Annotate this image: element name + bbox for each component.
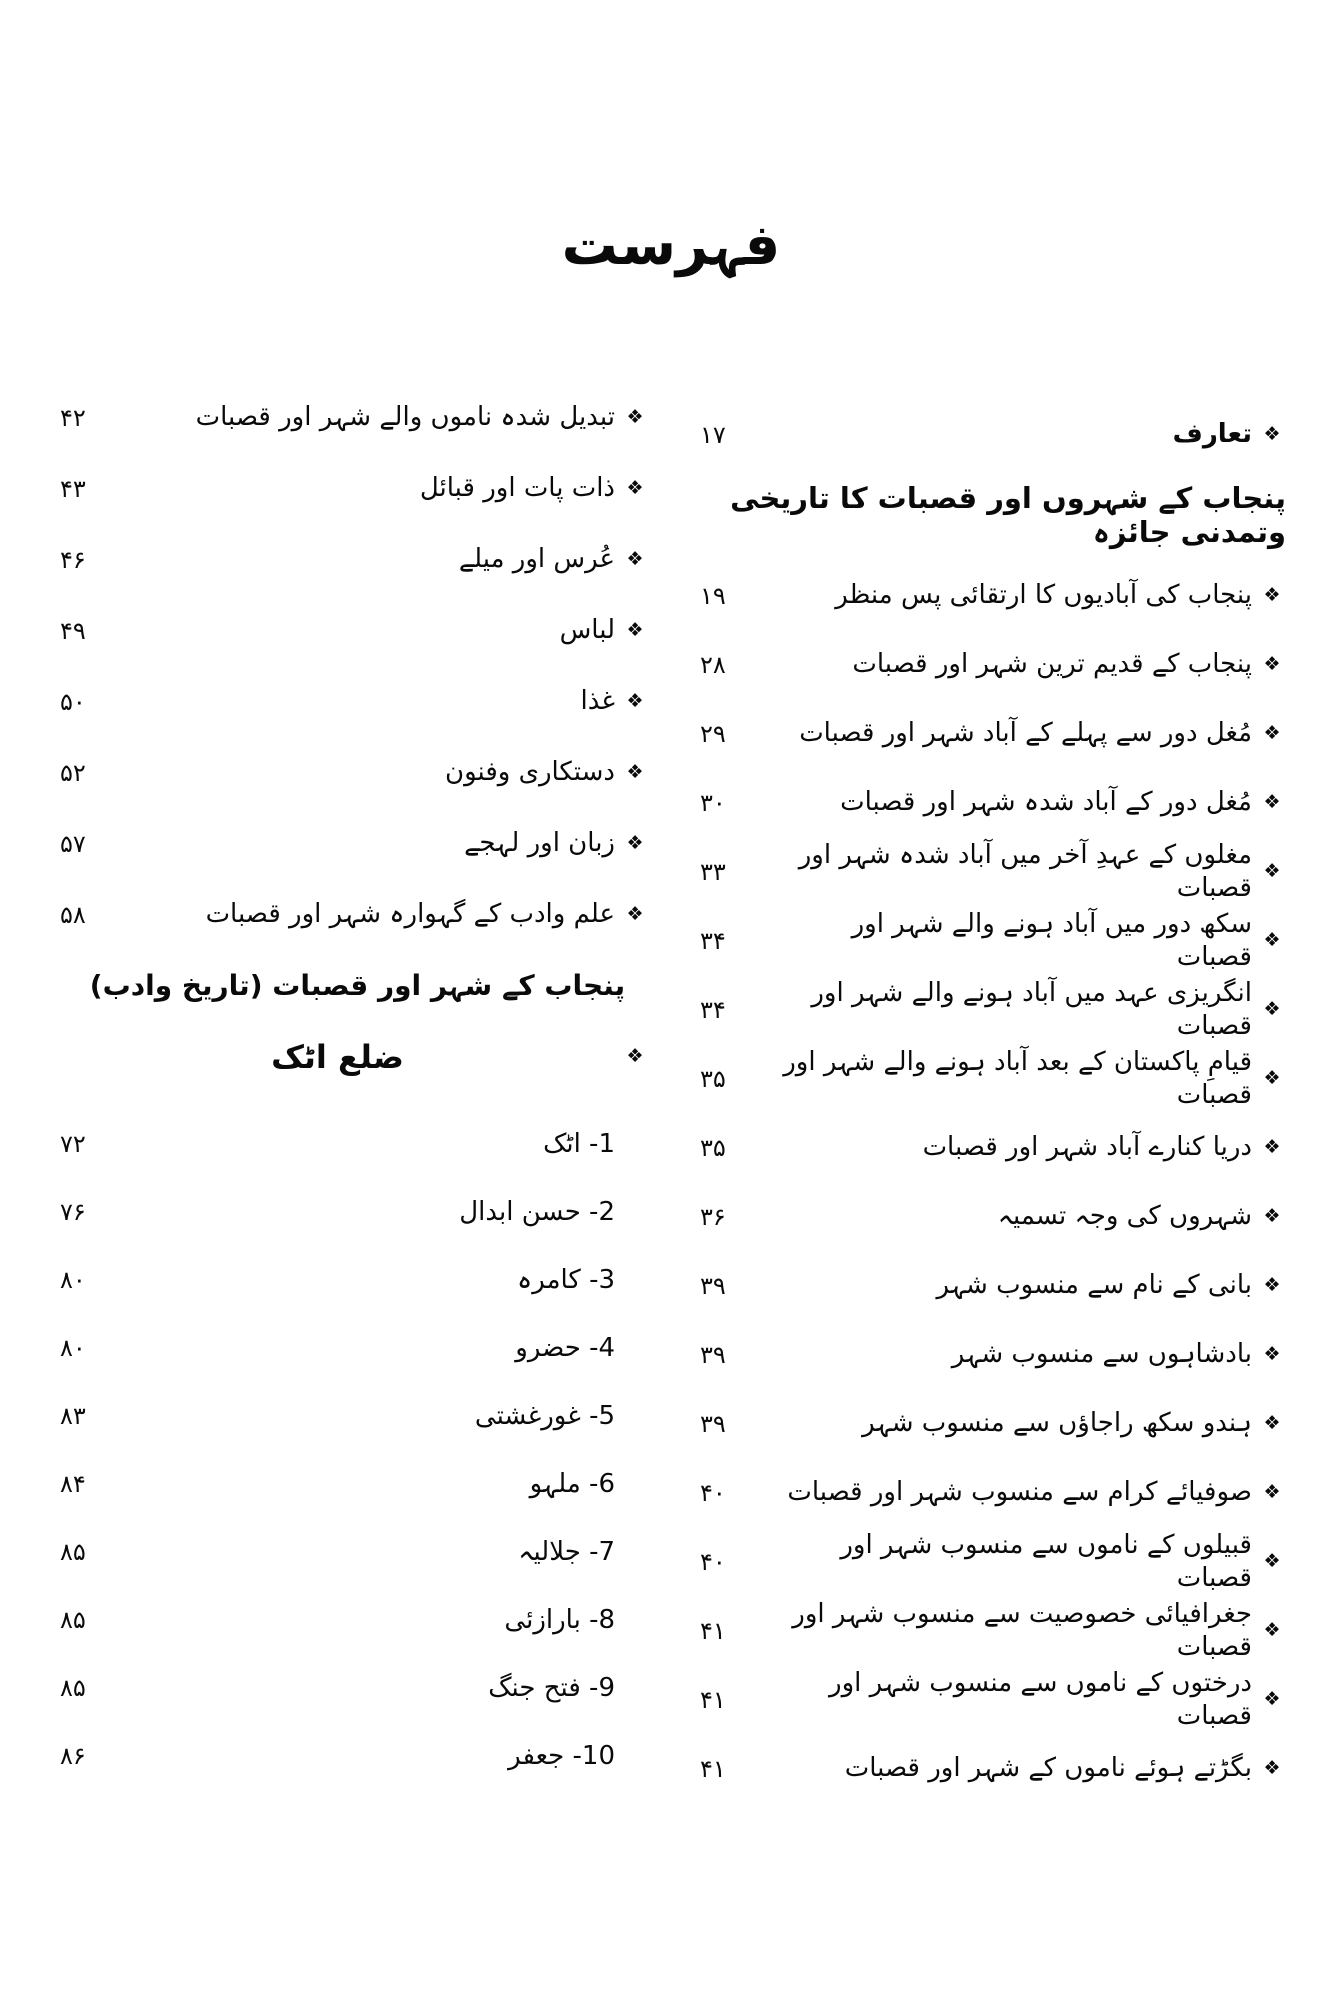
page-number: ۵۰ [60, 687, 86, 716]
entry-title: قبیلوں کے ناموں سے منسوب شہر اور قصبات [840, 1530, 1252, 1593]
toc-entry [700, 1596, 1292, 1665]
toc-entry [700, 1665, 1292, 1734]
page-number: ۴۰ [700, 1547, 726, 1576]
page-number: ۳۹ [700, 1409, 726, 1438]
section-heading-text: پنجاب کے شہروں اور قصبات کا تاریخی وتمدنی جائزہ [730, 481, 1286, 549]
toc-entry [700, 1251, 1292, 1320]
toc-entry [60, 1110, 655, 1178]
district-heading [60, 1021, 655, 1092]
diamond-bullet-icon: ❖ [1263, 998, 1281, 1020]
entry-title: تعارف [1172, 419, 1252, 450]
page-number: ۳۹ [700, 1271, 726, 1300]
diamond-bullet-icon: ❖ [626, 832, 644, 854]
diamond-bullet-icon: ❖ [626, 406, 644, 428]
entry-title: 7- جلالیہ [518, 1536, 615, 1567]
toc-column-left [60, 382, 655, 1790]
toc-entry [700, 1458, 1292, 1527]
toc-entry [60, 453, 655, 524]
entry-title: 9- فتح جنگ [488, 1672, 615, 1703]
toc-entry [60, 1654, 655, 1722]
toc-entry [700, 1734, 1292, 1803]
entry-title: مغلوں کے عہدِ آخر میں آباد شدہ شہر اور قصبات [798, 840, 1252, 903]
entry-title: صوفیائے کرام سے منسوب شہر اور قصبات [787, 1477, 1252, 1508]
entry-title: مُغل دور کے آباد شدہ شہر اور قصبات [840, 787, 1252, 818]
toc-entry [700, 906, 1292, 975]
entry-title: 4- حضرو [515, 1332, 615, 1363]
diamond-bullet-icon: ❖ [1263, 1412, 1281, 1434]
entry-title: انگریزی عہد میں آباد ہونے والے شہر اور قصبات [811, 978, 1252, 1041]
entry-title: شہروں کی وجہ تسمیہ [997, 1201, 1252, 1232]
diamond-bullet-icon: ❖ [1263, 653, 1281, 675]
section-heading [700, 469, 1292, 561]
entry-title: 8- بارازئی [504, 1604, 615, 1635]
page-number: ۵۸ [60, 900, 86, 929]
diamond-bullet-icon: ❖ [626, 619, 644, 641]
page-number: ۴۱ [700, 1616, 726, 1645]
entry-title: درختوں کے ناموں سے منسوب شہر اور قصبات [829, 1668, 1252, 1731]
page-title: فہرست [561, 212, 781, 278]
toc-entry [700, 1389, 1292, 1458]
page-number: ۸۵ [60, 1606, 86, 1634]
entry-title: لباس [559, 615, 615, 646]
toc-entry [700, 1527, 1292, 1596]
page-number: ۳۹ [700, 1340, 726, 1369]
section-heading [60, 950, 655, 1021]
diamond-bullet-icon: ❖ [1263, 722, 1281, 744]
toc-entry [700, 1320, 1292, 1389]
toc-entry [60, 1178, 655, 1246]
page-number: ۸۴ [60, 1470, 86, 1498]
page-number: ۸۳ [60, 1402, 86, 1430]
entry-title: ذات پات اور قبائل [419, 473, 615, 504]
page-number: ۱۹ [700, 581, 726, 610]
diamond-bullet-icon: ❖ [1263, 1274, 1281, 1296]
entry-title: دستکاری وفنون [444, 757, 615, 788]
toc-entry [700, 400, 1292, 469]
diamond-bullet-icon: ❖ [1263, 1619, 1281, 1641]
entry-title: 5- غورغشتی [474, 1400, 615, 1431]
entry-title: تبدیل شدہ ناموں والے شہر اور قصبات [195, 402, 615, 433]
page-number: ۷۶ [60, 1198, 86, 1226]
entry-title: جغرافیائی خصوصیت سے منسوب شہر اور قصبات [792, 1599, 1252, 1662]
diamond-bullet-icon: ❖ [626, 1045, 644, 1067]
diamond-bullet-icon: ❖ [1263, 1550, 1281, 1572]
entry-title: ہندو سکھ راجاؤں سے منسوب شہر [862, 1408, 1252, 1439]
entry-title: 10- جعفر [508, 1740, 615, 1771]
toc-entry [700, 837, 1292, 906]
entry-title: پنجاب کی آبادیوں کا ارتقائی پس منظر [835, 580, 1252, 611]
diamond-bullet-icon: ❖ [1263, 1343, 1281, 1365]
entry-title: 3- کامرہ [517, 1264, 615, 1295]
entry-title: 1- اٹک [543, 1128, 615, 1159]
page-number: ۳۴ [700, 926, 726, 955]
diamond-bullet-icon: ❖ [626, 548, 644, 570]
diamond-bullet-icon: ❖ [626, 477, 644, 499]
page-number: ۴۶ [60, 545, 86, 574]
page-number: ۷۲ [60, 1130, 86, 1158]
page-number: ۴۱ [700, 1685, 726, 1714]
page-number: ۸۰ [60, 1334, 86, 1362]
page-number: ۴۰ [700, 1478, 726, 1507]
toc-entry [700, 975, 1292, 1044]
page-number: ۴۲ [60, 403, 86, 432]
diamond-bullet-icon: ❖ [1263, 1205, 1281, 1227]
toc-entry [60, 1246, 655, 1314]
diamond-bullet-icon: ❖ [1263, 1067, 1281, 1089]
page-number: ۵۲ [60, 758, 86, 787]
page-number: ۸۰ [60, 1266, 86, 1294]
page-number: ۸۶ [60, 1742, 86, 1770]
page-number: ۳۶ [700, 1202, 726, 1231]
page-number: ۳۵ [700, 1133, 726, 1162]
toc-entry [60, 382, 655, 453]
diamond-bullet-icon: ❖ [626, 690, 644, 712]
entry-title: 6- ملہو [529, 1468, 615, 1499]
toc-entry [60, 1314, 655, 1382]
page-number: ۳۴ [700, 995, 726, 1024]
page-number: ۳۰ [700, 788, 726, 817]
entry-title: پنجاب کے قدیم ترین شہر اور قصبات [852, 649, 1252, 680]
diamond-bullet-icon: ❖ [1263, 1688, 1281, 1710]
page-number: ۸۵ [60, 1538, 86, 1566]
page-number: ۱۷ [700, 420, 726, 449]
diamond-bullet-icon: ❖ [1263, 1136, 1281, 1158]
diamond-bullet-icon: ❖ [1263, 860, 1281, 882]
page-number: ۸۵ [60, 1674, 86, 1702]
entry-title: قیامِ پاکستان کے بعد آباد ہونے والے شہر اور قصبات [783, 1047, 1252, 1110]
toc-entry [700, 1182, 1292, 1251]
toc-entry [60, 666, 655, 737]
diamond-bullet-icon: ❖ [1263, 929, 1281, 951]
toc-entry [60, 1586, 655, 1654]
page-number: ۴۳ [60, 474, 86, 503]
toc-entry [700, 768, 1292, 837]
page-number: ۲۸ [700, 650, 726, 679]
toc-entry [60, 595, 655, 666]
diamond-bullet-icon: ❖ [1263, 1757, 1281, 1779]
diamond-bullet-icon: ❖ [1263, 423, 1281, 445]
toc-entry [60, 1518, 655, 1586]
toc-entry [60, 808, 655, 879]
toc-entry [700, 1113, 1292, 1182]
page-number: ۲۹ [700, 719, 726, 748]
diamond-bullet-icon: ❖ [626, 903, 644, 925]
diamond-bullet-icon: ❖ [1263, 791, 1281, 813]
toc-entry [60, 524, 655, 595]
entry-title: بگڑتے ہوئے ناموں کے شہر اور قصبات [844, 1753, 1252, 1784]
toc-entry [700, 561, 1292, 630]
section-heading-text: پنجاب کے شہر اور قصبات (تاریخ وادب) [89, 969, 626, 1002]
toc-entry [60, 1382, 655, 1450]
entry-title: زبان اور لہجے [464, 828, 615, 859]
toc-entry [700, 630, 1292, 699]
entry-title: بادشاہوں سے منسوب شہر [951, 1339, 1252, 1370]
toc-entry [700, 699, 1292, 768]
entry-title: بانی کے نام سے منسوب شہر [936, 1270, 1252, 1301]
entry-title: غذا [580, 686, 615, 717]
toc-column-right [700, 400, 1292, 1803]
entry-title: علم وادب کے گہوارہ شہر اور قصبات [205, 899, 615, 930]
toc-entry [700, 1044, 1292, 1113]
toc-entry [60, 737, 655, 808]
toc-entry [60, 1722, 655, 1790]
diamond-bullet-icon: ❖ [626, 761, 644, 783]
gap [60, 1092, 655, 1110]
entry-title: 2- حسن ابدال [459, 1196, 615, 1227]
diamond-bullet-icon: ❖ [1263, 584, 1281, 606]
district-heading-text: ضلع اٹک [271, 1037, 404, 1076]
page-number: ۴۹ [60, 616, 86, 645]
page-number: ۵۷ [60, 829, 86, 858]
toc-entry [60, 1450, 655, 1518]
page-number: ۴۱ [700, 1754, 726, 1783]
page-number: ۳۳ [700, 857, 726, 886]
entry-title: عُرس اور میلے [458, 544, 615, 575]
entry-title: سکھ دور میں آباد ہونے والے شہر اور قصبات [851, 909, 1252, 972]
entry-title: مُغل دور سے پہلے کے آباد شہر اور قصبات [799, 718, 1252, 749]
toc-entry [60, 879, 655, 950]
entry-title: دریا کنارے آباد شہر اور قصبات [922, 1132, 1252, 1163]
diamond-bullet-icon: ❖ [1263, 1481, 1281, 1503]
page-number: ۳۵ [700, 1064, 726, 1093]
